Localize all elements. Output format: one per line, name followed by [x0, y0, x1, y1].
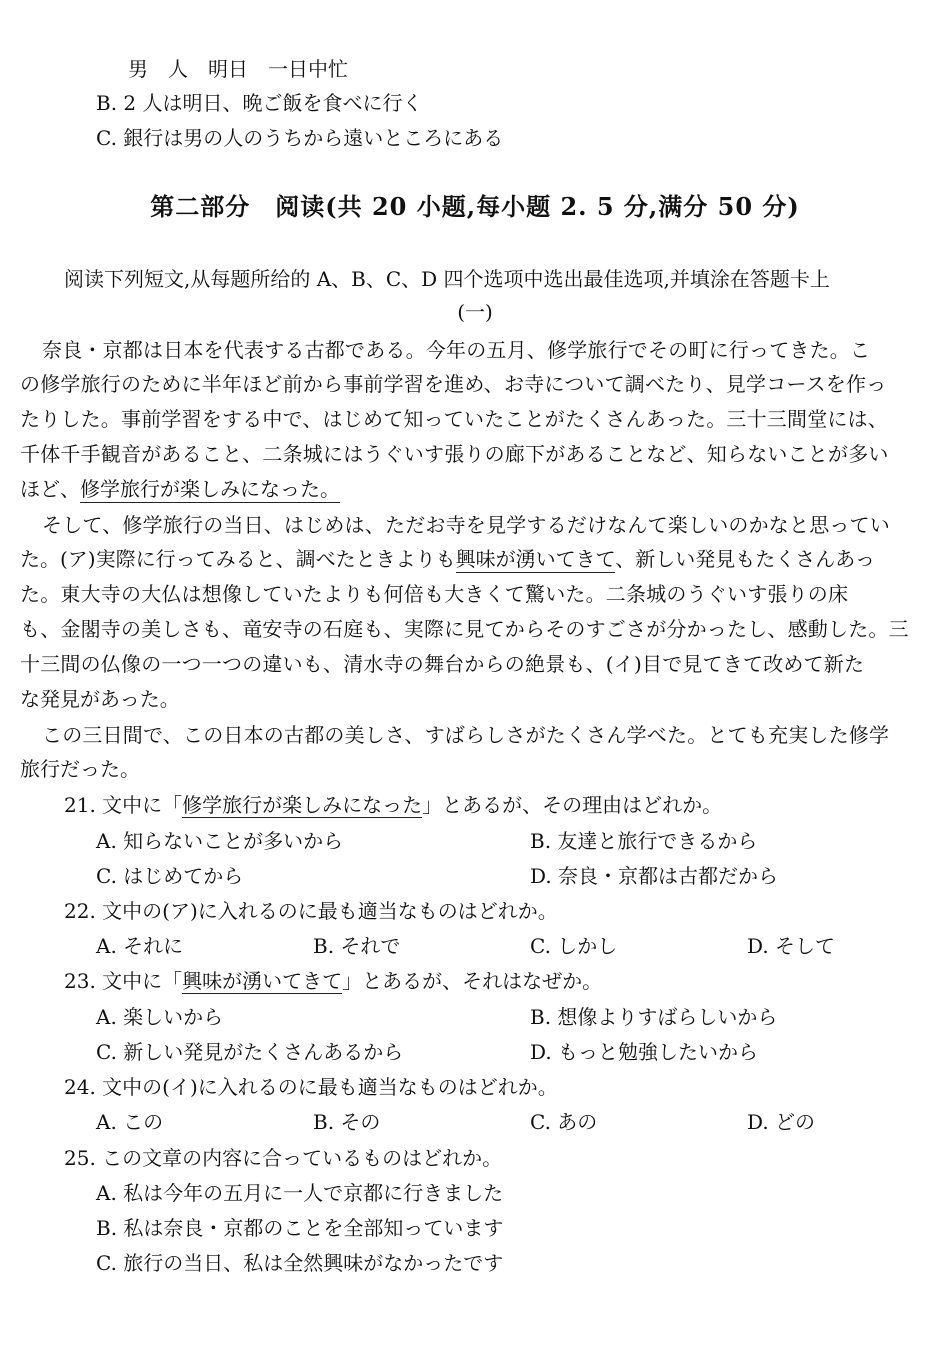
option-23-c[interactable]: C. 新しい発見がたくさんあるから: [96, 1040, 404, 1064]
underlined-phrase-21: 修学旅行が楽しみになった。: [80, 477, 340, 501]
passage-line: な発見があった。: [20, 687, 180, 711]
option-25-a[interactable]: A. 私は今年の五月に一人で京都に行きました: [96, 1181, 504, 1205]
option-24-c[interactable]: C. あの: [530, 1110, 598, 1134]
passage-line: の修学旅行のために半年ほど前から事前学習を進め、お寺について調べたり、見学コースを作っ: [20, 372, 887, 396]
underlined-phrase-23: 興味が湧いてきて: [455, 547, 616, 571]
option-21-a[interactable]: A. 知らないことが多いから: [96, 829, 344, 853]
question-24: 24. 文中の(イ)に入れるのに最も適当なものはどれか。: [64, 1075, 558, 1099]
passage-text: 、新しい発見もたくさんあっ: [615, 547, 876, 571]
question-23: [64, 967, 602, 995]
option-22-a[interactable]: A. それに: [96, 934, 184, 958]
listening-option-c: C. 銀行は男の人のうちから遠いところにある: [96, 126, 504, 150]
option-25-b[interactable]: B. 私は奈良・京都のことを全部知っています: [96, 1216, 504, 1240]
passage-line: [20, 475, 340, 503]
question-text: 23. 文中に「: [64, 969, 183, 993]
option-22-d[interactable]: D. そして: [747, 934, 836, 958]
passage-text: ほど、: [20, 477, 80, 501]
listening-option-b: B. 2 人は明日、晩ご飯を食べに行く: [96, 91, 423, 115]
listening-line: 男 人 明日 一日中忙: [128, 57, 348, 81]
question-text: 」とあるが、その理由はどれか。: [422, 793, 723, 817]
passage-line: 旅行だった。: [20, 757, 140, 781]
question-quote: 興味が湧いてきて: [182, 969, 343, 993]
option-23-a[interactable]: A. 楽しいから: [96, 1005, 224, 1029]
passage-text: た。(ア)実際に行ってみると、調べたときよりも: [20, 547, 456, 571]
question-21: [64, 791, 722, 819]
passage-line: [20, 545, 875, 573]
option-24-d[interactable]: D. どの: [747, 1110, 816, 1134]
passage-line: 千体千手観音があること、二条城にはうぐいす張りの廊下があることなど、知らないことが多い: [20, 442, 889, 466]
passage-line: たりした。事前学習をする中で、はじめて知っていたことがたくさんあった。三十三間堂には、: [20, 407, 888, 431]
question-quote: 修学旅行が楽しみになった: [182, 793, 423, 817]
passage-line: そして、修学旅行の当日、はじめは、ただお寺を見学するだけなんて楽しいのかなと思ってい: [42, 513, 890, 537]
passage-number: (一): [457, 300, 493, 324]
section-instruction: 阅读下列短文,从每题所给的 A、B、C、D 四个选项中选出最佳选项,并填涂在答题卡上: [64, 267, 830, 291]
option-21-c[interactable]: C. はじめてから: [96, 864, 244, 888]
passage-line: この三日間で、この日本の古都の美しさ、すばらしさがたくさん学べた。とても充実した修学: [42, 723, 890, 747]
passage-line: 十三間の仏像の一つ一つの違いも、清水寺の舞台からの絶景も、(イ)目で見てきて改めて新た: [20, 652, 865, 676]
question-text: 」とあるが、それはなぜか。: [342, 969, 603, 993]
option-22-c[interactable]: C. しかし: [530, 934, 618, 958]
option-23-d[interactable]: D. もっと勉強したいから: [530, 1040, 759, 1064]
passage-line: た。東大寺の大仏は想像していたよりも何倍も大きくて驚いた。二条城のうぐいす張りの床: [20, 582, 849, 606]
passage-line: 奈良・京都は日本を代表する古都である。今年の五月、修学旅行でその町に行ってきた。こ: [42, 338, 871, 362]
question-25: 25. この文章の内容に合っているものはどれか。: [64, 1146, 503, 1170]
option-24-a[interactable]: A. この: [96, 1110, 164, 1134]
section-title: 第二部分 阅读(共 20 小题,每小题 2. 5 分,满分 50 分): [150, 192, 800, 221]
option-23-b[interactable]: B. 想像よりすばらしいから: [530, 1005, 778, 1029]
passage-line: も、金閣寺の美しさも、竜安寺の石庭も、実際に見てからそのすごさが分かったし、感動した。三: [20, 617, 909, 641]
option-21-d[interactable]: D. 奈良・京都は古都だから: [530, 864, 779, 888]
question-22: 22. 文中の(ア)に入れるのに最も適当なものはどれか。: [64, 899, 558, 923]
question-text: 21. 文中に「: [64, 793, 183, 817]
option-22-b[interactable]: B. それで: [313, 934, 401, 958]
option-21-b[interactable]: B. 友達と旅行できるから: [530, 829, 758, 853]
option-25-c[interactable]: C. 旅行の当日、私は全然興味がなかったです: [96, 1251, 504, 1275]
option-24-b[interactable]: B. その: [313, 1110, 381, 1134]
